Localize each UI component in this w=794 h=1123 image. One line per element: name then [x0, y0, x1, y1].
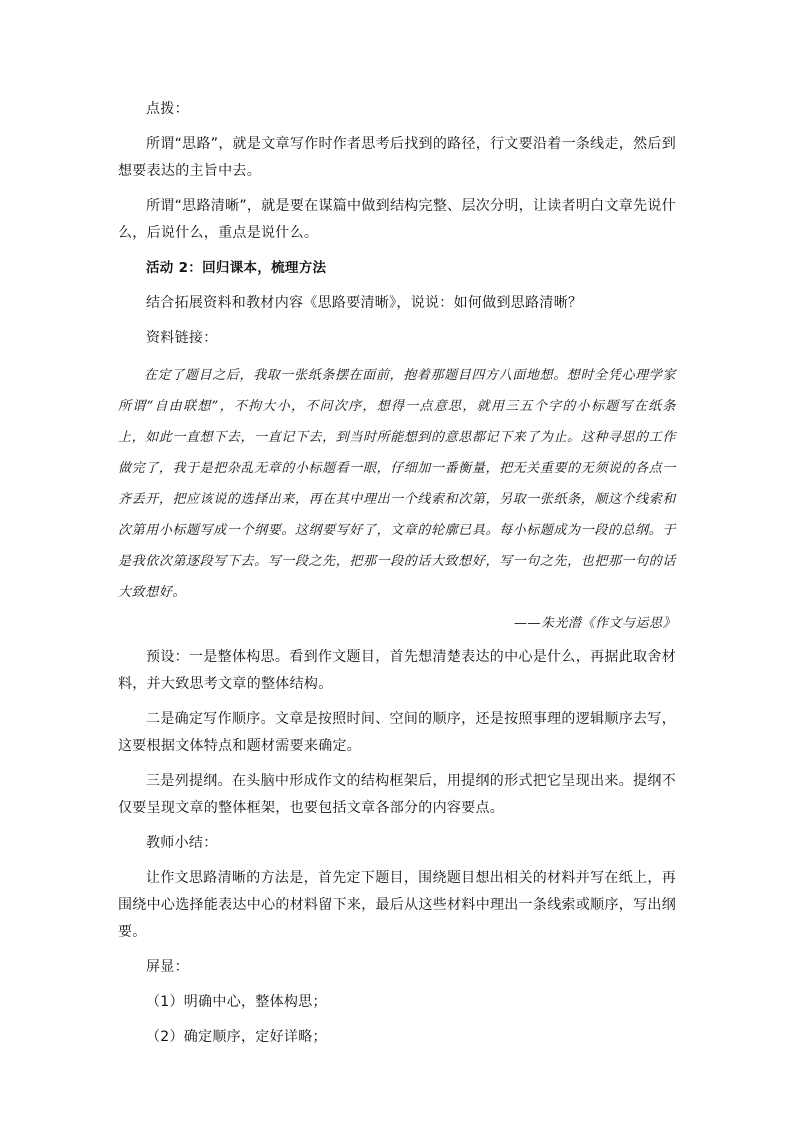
screen-item-1: （1）明确中心，整体构思；: [146, 994, 327, 1010]
activity-2-prompt: 结合拓展资料和教材内容《思路要清晰》，说说：如何做到思路清晰？: [146, 295, 583, 311]
definition-silu-paragraph: 所谓“思路”，就是文章写作时作者思考后找到的路径，行文要沿着一条线走，然后到想要表达的主旨中去。: [118, 136, 676, 179]
screen-item-2: （2）确定顺序，定好详略；: [146, 1029, 327, 1045]
material-link-label: 资料链接：: [146, 330, 218, 346]
teacher-summary-paragraph: 让作文思路清晰的方法是，首先定下题目，围绕题目想出相关的材料并写在纸上，再围绕中心选择能表达中心的材料留下来，最后从这些材料中理出一条线索或顺序，写出纲要。: [118, 870, 676, 940]
definition-silu-qingxi-paragraph: 所谓“思路清晰”，就是要在谋篇中做到结构完整、层次分明，让读者明白文章先说什么，后说什么，重点是说什么。: [118, 198, 676, 241]
preset-paragraph-2: 二是确定写作顺序。文章是按照时间、空间的顺序，还是按照事理的逻辑顺序去写，这要根据文体特点和题材需要来确定。: [118, 711, 676, 754]
screen-display-label: 屏显：: [146, 959, 189, 975]
teacher-summary-label: 教师小结：: [146, 835, 218, 851]
tip-heading: 点拨：: [146, 101, 189, 117]
preset-paragraph-1: 预设：一是整体构思。看到作文题目，首先想清楚表达的中心是什么，再据此取舍材料，并大致思考文章的整体结构。: [118, 649, 676, 692]
quote-attribution: ——朱光潜《作文与运思》: [513, 616, 676, 631]
preset-paragraph-3: 三是列提纲。在头脑中形成作文的结构框架后，用提纲的形式把它呈现出来。提纲不仅要呈现文章的整体框架，也要包括文章各部分的内容要点。: [118, 773, 676, 816]
document-body: [118, 96, 676, 1059]
quote-passage: 在定了题目之后，我取一张纸条摆在面前，抱着那题目四方八面地想。想时全凭心理学家所谓“自由联想”，不拘大小，不问次序，想得一点意思，就用三五个字的小标题写在纸条上，如此一直想下去，一直记下去，到当时所能想到的意思都记下来了为止。这种寻思的工作做完了，我于是把杂乱无章的小标题看一眼，仔细加一番衡量，把无关重要的无须说的各点一齐丢开，把应该说的选择出来，再在其中理出一个线索和次第，另取一张纸条，顺这个线索和次第用小标题写成一个纲要。这纲要写好了，文章的轮廓已具。每小标题成为一段的总纲。于是我依次第逐段写下去。写一段之先，把那一段的话大致想好，写一句之先，也把那一句的话大致想好。: [118, 368, 676, 600]
activity-2-title: 活动 2：回归课本，梳理方法: [146, 260, 327, 276]
